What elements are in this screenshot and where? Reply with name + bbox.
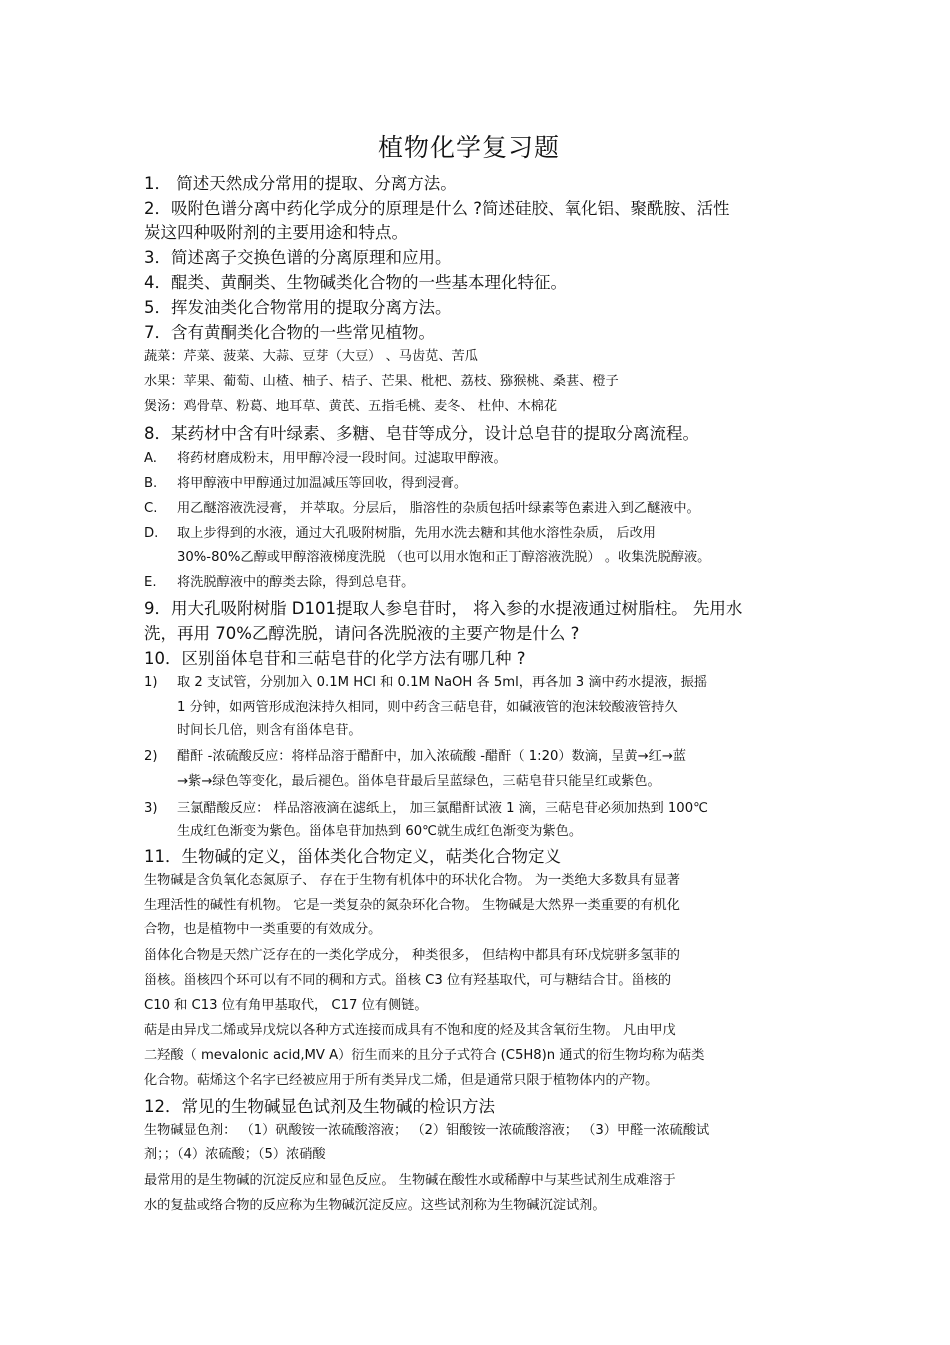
question-7: 7．含有黄酮类化合物的一些常见植物。 xyxy=(144,323,435,342)
method-2 xyxy=(144,745,686,764)
terpene-def-2: 二羟酸（ mevalonic acid,MV A）衍生而来的且分子式符合 (C5H8)n 通式的衍生物均称为萜类 xyxy=(144,1048,705,1063)
method-label: 1) xyxy=(144,675,158,690)
method-label: 3) xyxy=(144,801,158,816)
step-text: 将药材磨成粉末，用甲醇冷浸一段时间。过滤取甲醇液。 xyxy=(177,451,507,466)
reagents-line-2: 剂；；（4）浓硫酸；（5）浓硝酸 xyxy=(144,1147,326,1162)
question-11: 11．生物碱的定义，甾体类化合物定义，萜类化合物定义 xyxy=(144,847,561,866)
question-10: 10．区别甾体皂苷和三萜皂苷的化学方法有哪几种 ? xyxy=(144,649,526,668)
page-title: 植物化学复习题 xyxy=(377,133,560,162)
answer-soup: 煲汤：鸡骨草、粉葛、地耳草、黄芪、五指毛桃、麦冬、 杜仲、木棉花 xyxy=(144,399,558,414)
step-label: A. xyxy=(144,451,157,466)
step-e xyxy=(144,571,414,590)
question-3: 3．简述离子交换色谱的分离原理和应用。 xyxy=(144,248,452,267)
method-1-cont: 1 分钟，如两管形成泡沫持久相同，则中药含三萜皂苷，如碱液管的泡沫较酸液管持久 xyxy=(177,700,678,715)
method-text: 醋酐 -浓硫酸反应：将样品溶于醋酐中，加入浓硫酸 -醋酐（ 1:20）数滴，呈黄→红→蓝 xyxy=(177,749,686,764)
steroid-def-3: C10 和 C13 位有角甲基取代， C17 位有侧链。 xyxy=(144,998,428,1013)
step-b xyxy=(144,472,467,491)
answer-fruits: 水果：苹果、葡萄、山楂、柚子、桔子、芒果、枇杷、荔枝、猕猴桃、桑葚、橙子 xyxy=(144,374,619,389)
steroid-def-2: 甾核。甾核四个环可以有不同的稠和方式。甾核 C3 位有羟基取代，可与糖结合甘。甾核的 xyxy=(144,973,672,988)
steroid-def-1: 甾体化合物是天然广泛存在的一类化学成分， 种类很多， 但结构中都具有环戊烷骈多氢菲的 xyxy=(144,948,680,963)
alkaloid-def-1: 生物碱是含负氧化态氮原子、 存在于生物有机体中的环状化合物。 为一类绝大多数具有显著 xyxy=(144,873,680,888)
question-1: 1． 简述天然成分常用的提取、分离方法。 xyxy=(144,174,457,193)
method-text: 取 2 支试管，分别加入 0.1M HCl 和 0.1M NaOH 各 5ml，再各加 3 滴中药水提液，振摇 xyxy=(177,675,708,690)
method-3 xyxy=(144,797,708,816)
question-8: 8．某药材中含有叶绿素、多糖、皂苷等成分，设计总皂苷的提取分离流程。 xyxy=(144,424,699,443)
step-label: E. xyxy=(144,575,157,590)
step-d-cont: 30%-80%乙醇或甲醇溶液梯度洗脱 （也可以用水饱和正丁醇溶液洗脱） 。收集洗脱醇液。 xyxy=(177,550,711,565)
step-label: D. xyxy=(144,526,159,541)
question-9-cont: 洗，再用 70%乙醇洗脱，请问各洗脱液的主要产物是什么 ? xyxy=(144,624,580,643)
alkaloid-def-2: 生理活性的碱性有机物。 它是一类复杂的氮杂环化合物。 生物碱是大然界一类重要的有机化 xyxy=(144,898,680,913)
step-text: 将洗脱醇液中的醇类去除，得到总皂苷。 xyxy=(177,575,415,590)
method-1-cont2: 时间长几倍，则含有甾体皂苷。 xyxy=(177,723,362,738)
step-c xyxy=(144,497,700,516)
method-1 xyxy=(144,671,707,690)
step-text: 取上步得到的水液，通过大孔吸附树脂，先用水洗去糖和其他水溶性杂质， 后改用 xyxy=(177,526,656,541)
question-9: 9．用大孔吸附树脂 D101提取人参皂苷时， 将入参的水提液通过树脂柱。 先用水 xyxy=(144,599,743,618)
question-4: 4．醌类、黄酮类、生物碱类化合物的一些基本理化特征。 xyxy=(144,273,567,292)
question-2: 2．吸附色谱分离中药化学成分的原理是什么 ?简述硅胶、氧化铝、聚酰胺、活性 xyxy=(144,199,730,218)
step-label: C. xyxy=(144,501,158,516)
detection-line-1: 最常用的是生物碱的沉淀反应和显色反应。 生物碱在酸性水或稀醇中与某些试剂生成难溶于 xyxy=(144,1173,676,1188)
step-d xyxy=(144,522,656,541)
terpene-def-1: 萜是由异戊二烯或异戊烷以各种方式连接而成具有不饱和度的烃及其含氧衍生物。 凡由甲戊 xyxy=(144,1023,676,1038)
step-text: 将甲醇液中甲醇通过加温减压等回收，得到浸膏。 xyxy=(177,476,468,491)
question-2-cont: 炭这四种吸附剂的主要用途和特点。 xyxy=(144,223,408,242)
reagents-line-1: 生物碱显色剂： （1）矾酸铵一浓硫酸溶液； （2）钼酸铵一浓硫酸溶液； （3）甲醛一浓硫酸试 xyxy=(144,1123,710,1138)
step-text: 用乙醚溶液洗浸膏， 并萃取。分层后， 脂溶性的杂质包括叶绿素等色素进入到乙醚液中。 xyxy=(177,501,700,516)
method-text: 三氯醋酸反应： 样品溶液滴在滤纸上， 加三氯醋酐试液 1 滴，三萜皂苷必须加热到 100℃ xyxy=(177,801,708,816)
step-label: B. xyxy=(144,476,158,491)
alkaloid-def-3: 合物，也是植物中一类重要的有效成分。 xyxy=(144,922,382,937)
question-12: 12．常见的生物碱显色试剂及生物碱的检识方法 xyxy=(144,1097,495,1116)
method-label: 2) xyxy=(144,749,158,764)
answer-vegetables: 蔬菜：芹菜、菠菜、大蒜、豆芽（大豆） 、马齿苋、苦瓜 xyxy=(144,349,478,364)
method-3-cont: 生成红色渐变为紫色。甾体皂苷加热到 60℃就生成红色渐变为紫色。 xyxy=(177,824,583,839)
detection-line-2: 水的复盐或络合物的反应称为生物碱沉淀反应。这些试剂称为生物碱沉淀试剂。 xyxy=(144,1198,606,1213)
step-a xyxy=(144,447,507,466)
question-5: 5．挥发油类化合物常用的提取分离方法。 xyxy=(144,298,452,317)
method-2-cont: →紫→绿色等变化，最后褪色。甾体皂苷最后呈蓝绿色，三萜皂苷只能呈红或紫色。 xyxy=(177,774,661,789)
terpene-def-3: 化合物。萜烯这个名字已经被应用于所有类异戊二烯，但是通常只限于植物体内的产物。 xyxy=(144,1073,659,1088)
